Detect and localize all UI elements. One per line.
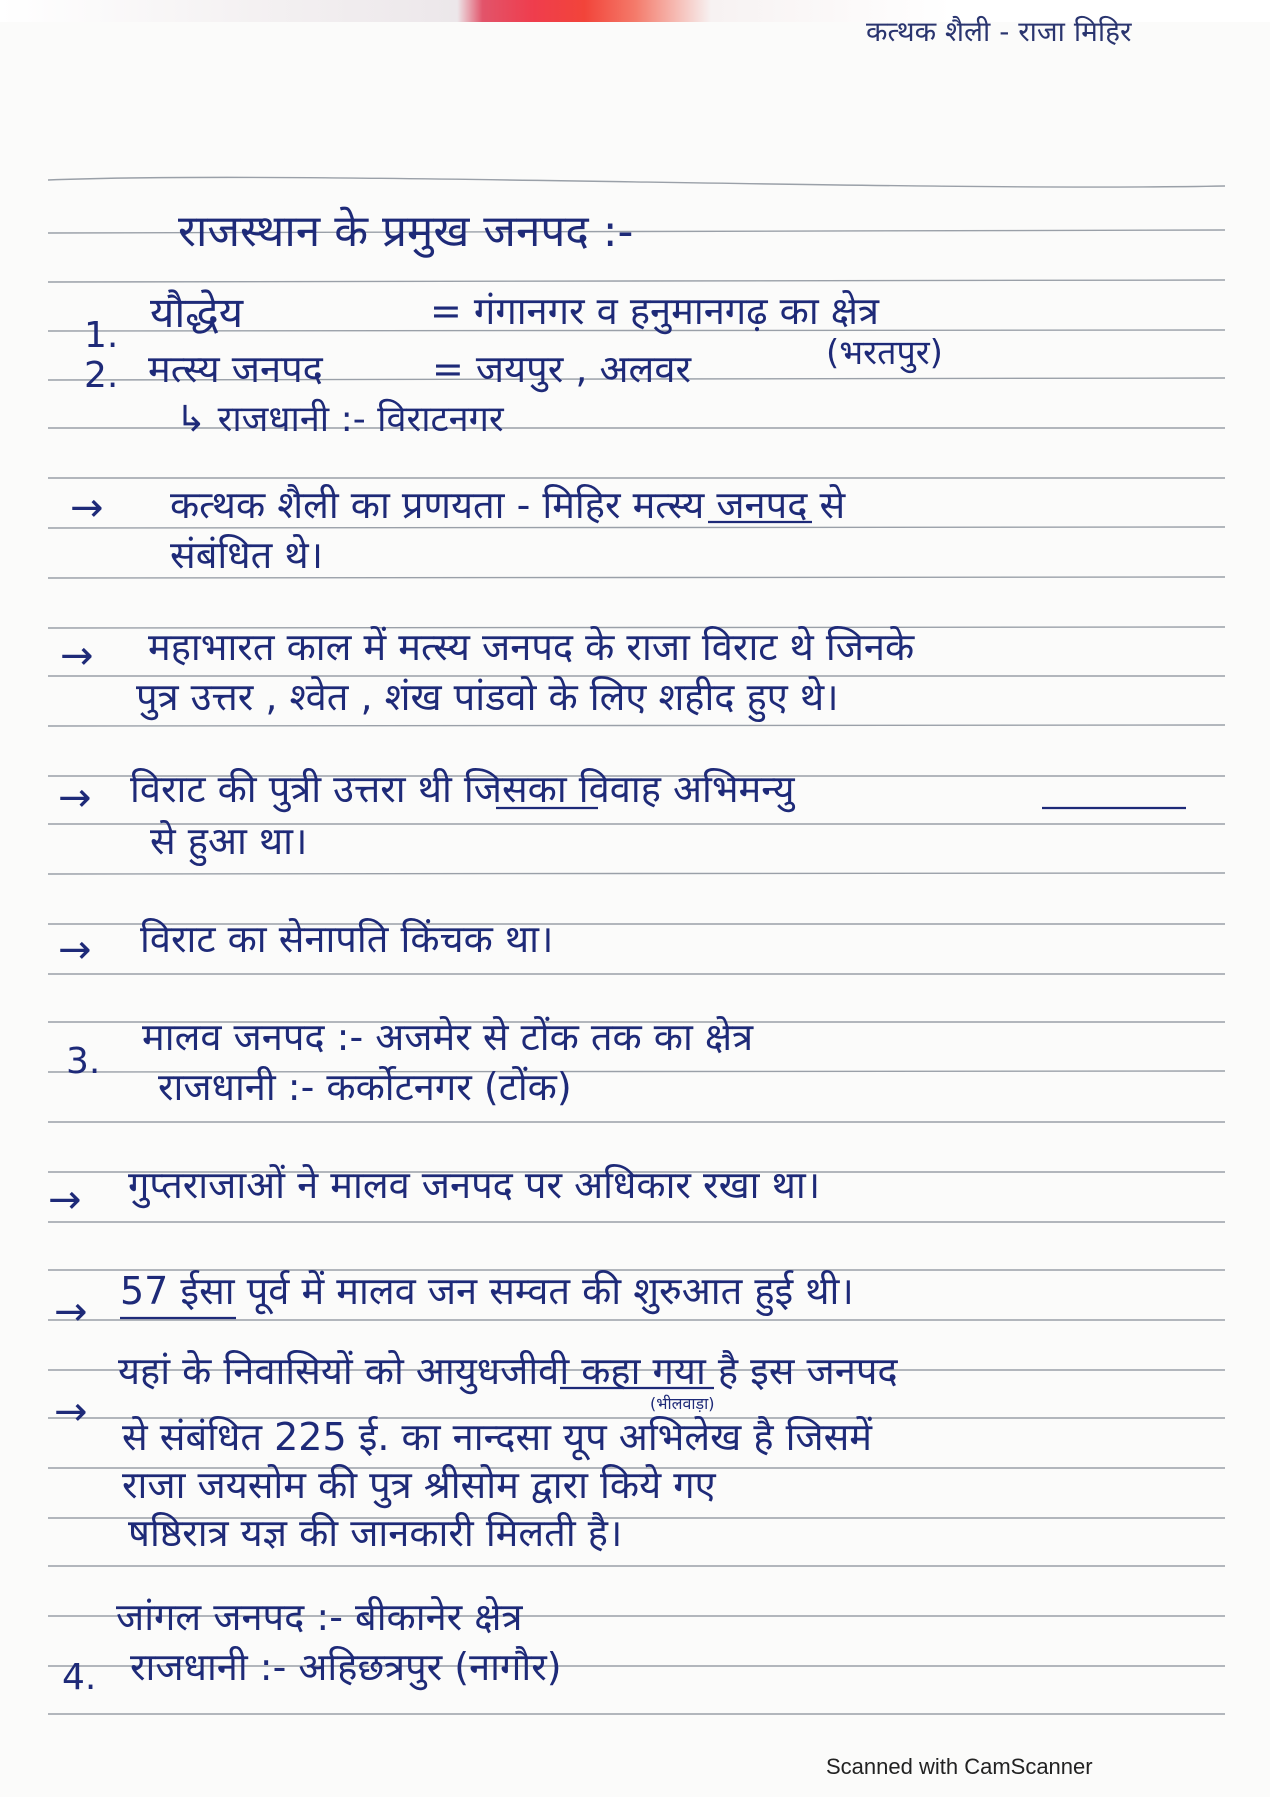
note-line: 57 ईसा पूर्व में मालव जन सम्वत की शुरुआत हुई थी।	[120, 1269, 854, 1313]
bullet-arrow: →	[48, 1177, 82, 1223]
note-line: षष्ठिरात्र यज्ञ की जानकारी मिलती है।	[128, 1511, 623, 1555]
page-title: राजस्थान के प्रमुख जनपद :-	[178, 206, 634, 257]
note-line: महाभारत काल में मत्स्य जनपद के राजा विराट थे जिनके	[148, 625, 915, 669]
item4-line1: जांगल जनपद :- बीकानेर क्षेत्र	[116, 1595, 523, 1639]
bullet-arrow: →	[58, 927, 92, 973]
bullet-arrow: →	[70, 485, 104, 531]
item2-number: 2.	[84, 355, 119, 396]
bullet-arrow: →	[54, 1389, 88, 1435]
item3-number: 3.	[66, 1041, 101, 1082]
item4-number: 4.	[62, 1657, 97, 1698]
annotation-bhilwara: (भीलवाड़ा)	[650, 1394, 715, 1413]
item3-line1: मालव जनपद :- अजमेर से टोंक तक का क्षेत्र	[142, 1015, 754, 1059]
note-line: से हुआ था।	[150, 819, 308, 863]
bullet-arrow: →	[60, 633, 94, 679]
item2-region-extra: (भरतपुर)	[826, 333, 943, 373]
bullet-arrow: →	[54, 1289, 88, 1335]
item1-region: = गंगानगर व हनुमानगढ़ का क्षेत्र	[430, 289, 879, 333]
item1-name: यौद्धेय	[150, 288, 244, 337]
note-line: पुत्र उत्तर , श्वेत , शंख पांडवो के लिए शहीद हुए थे।	[136, 675, 839, 719]
item1-number: 1.	[84, 315, 119, 356]
item4-line2: राजधानी :- अहिछत्रपुर (नागौर)	[130, 1645, 562, 1689]
item2-name: मत्स्य जनपद	[148, 347, 323, 391]
item3-line2: राजधानी :- कर्कोटनगर (टोंक)	[158, 1065, 572, 1109]
note-line: से संबंधित 225 ई. का नान्दसा यूप अभिलेख है जिसमें	[122, 1415, 873, 1459]
note-line: गुप्तराजाओं ने मालव जनपद पर अधिकार रखा था।	[128, 1163, 821, 1207]
note-line: यहां के निवासियों को आयुधजीवी कहा गया है इस जनपद	[118, 1349, 898, 1393]
corner-note: कत्थक शैली - राजा मिहिर	[866, 15, 1132, 48]
note-line: संबंधित थे।	[170, 533, 324, 577]
note-line: राजा जयसोम की पुत्र श्रीसोम द्वारा किये गए	[122, 1463, 716, 1507]
note-line: कत्थक शैली का प्रणयता - मिहिर मत्स्य जनपद से	[170, 483, 846, 527]
item2-region: = जयपुर , अलवर	[432, 347, 691, 391]
scanner-watermark: Scanned with CamScanner	[826, 1754, 1093, 1779]
item2-capital: ↳ राजधानी :- विराटनगर	[176, 399, 504, 440]
note-line: विराट का सेनापति किंचक था।	[140, 917, 554, 961]
note-line: विराट की पुत्री उत्तरा थी जिसका विवाह अभिमन्यु	[130, 767, 795, 811]
bullet-arrow: →	[58, 775, 92, 821]
